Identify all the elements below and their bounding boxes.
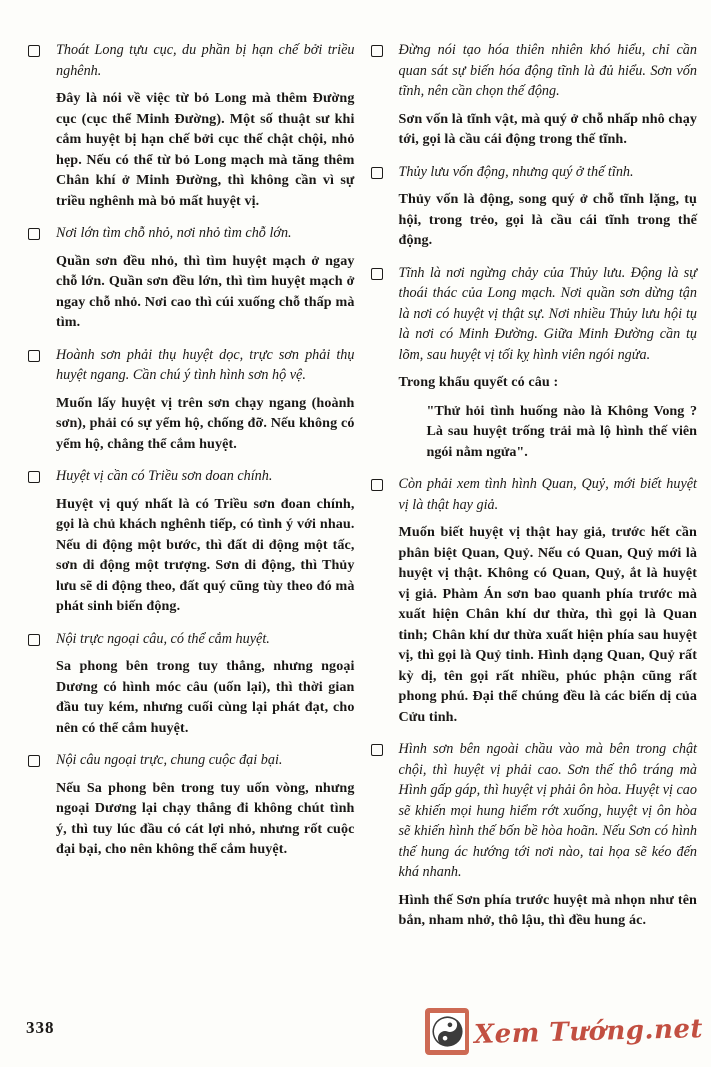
- entry-paragraph: Muốn biết huyệt vị thật hay giả, trước hết cần phân biệt Quan, Quỷ. Nếu có Quan, Quỷ mới là huyệt vị thật. Không có Quan, Quỷ, ắt là huyệt vị giả. Phàm Án sơn bao quanh phía trước mà xuất hiện Chân khí dư thừa, thì gọi là Quan tinh; Chân khí dư thừa xuất hiện phía sau huyệt vị, thì gọi là Quỷ tinh. Hình dạng Quan, Quỷ rất kỳ dị, tên gọi rất nhiều, phúc phận cũng rất phong phú. Đại thể chúng đều là các biến dị của Cửu tinh.: [398, 524, 697, 725]
- entry-quote: "Thử hỏi tình huống nào là Không Vong ? Là sau huyệt trống trải mà lộ hình thế viên ngói nằm ngửa".: [426, 402, 697, 460]
- entry-body: [56, 223, 355, 333]
- entry-body: [399, 739, 698, 931]
- entry-heading: Huyệt vị cần có Triều sơn doan chính.: [56, 468, 273, 484]
- checkbox-bullet-icon: [28, 634, 40, 646]
- entry-body: [56, 466, 355, 617]
- right-column: [369, 40, 698, 943]
- checkbox-bullet-icon: [371, 45, 383, 57]
- entry-paragraph: Trong khẩu quyết có câu :: [398, 374, 559, 390]
- checkbox-bullet-icon: [371, 744, 383, 756]
- entry-paragraph: Sơn vốn là tĩnh vật, mà quý ở chỗ nhấp nhô chạy tới, gọi là cầu cái động trong thế tĩnh.: [398, 110, 697, 147]
- entry: [369, 263, 698, 463]
- entry-paragraph: Muốn lấy huyệt vị trên sơn chạy ngang (hoành sơn), phải có sự yểm hộ, chống đỡ. Nếu không có yểm hộ, chẳng thể cắm huyệt.: [56, 394, 355, 452]
- checkbox-bullet-icon: [28, 45, 40, 57]
- entry-heading: Nơi lớn tìm chỗ nhỏ, nơi nhỏ tìm chỗ lớn.: [56, 225, 292, 241]
- checkbox-bullet-icon: [28, 228, 40, 240]
- checkbox-bullet-icon: [371, 167, 383, 179]
- entry: [369, 162, 698, 251]
- yin-yang-inner: [430, 1013, 465, 1050]
- entry-body: [399, 162, 698, 251]
- entry-heading: Nội câu ngoại trực, chung cuộc đại bại.: [56, 752, 283, 768]
- checkbox-bullet-icon: [28, 755, 40, 767]
- page-number: 338: [26, 1018, 55, 1037]
- entry-body: [399, 263, 698, 463]
- watermark-text: Xem Tướng.net: [473, 1013, 704, 1050]
- entry-paragraph: Nếu Sa phong bên trong tuy uốn vòng, nhưng ngoại Dương lại chạy thẳng đi không chút tình ý, thì tuy lúc đầu có cát lợi nhỏ, nhưng rốt cuộc đại bại, cho nên không thể cắm huyệt.: [56, 779, 355, 857]
- entry-body: [56, 345, 355, 455]
- entry-heading: Còn phải xem tình hình Quan, Quỷ, mới biết huyệt vị là thật hay giả.: [398, 476, 697, 513]
- entry-body: [56, 629, 355, 739]
- entry-body: [56, 40, 355, 211]
- entry: [26, 629, 355, 739]
- yin-yang-icon: [425, 1008, 469, 1055]
- checkbox-bullet-icon: [28, 350, 40, 362]
- entry-body: [399, 474, 698, 727]
- watermark-logo: [425, 1008, 703, 1055]
- entry-paragraph: Đây là nói về việc từ bỏ Long mà thêm Đường cục (cục thể Minh Đường). Một số thuật sư khi cắm huyệt bị hạn chế bởi cục thế chật chội, nhỏ hẹp. Nếu có thể từ bỏ Long mạch mà tăng thêm Chân khí ở Minh Đường, thì không cần vì sự triều nghênh mà bỏ mất huyệt vị.: [56, 90, 355, 209]
- left-column: [26, 40, 355, 943]
- entry: [369, 40, 698, 150]
- entry-paragraph: Thủy vốn là động, song quý ở chỗ tĩnh lặng, tụ hội, trong trẻo, gọi là cầu cái tĩnh trong thế động.: [398, 191, 697, 248]
- entry-heading: Đừng nói tạo hóa thiên nhiên khó hiểu, chỉ cần quan sát sự biến hóa động tĩnh là đủ hiểu. Sơn vốn tĩnh, nên cần chọn thế động.: [398, 42, 697, 99]
- checkbox-bullet-icon: [371, 479, 383, 491]
- entry: [26, 40, 355, 211]
- entry: [26, 466, 355, 617]
- entry-body: [399, 40, 698, 150]
- entry: [369, 739, 698, 931]
- entry: [26, 345, 355, 455]
- entry: [26, 750, 355, 860]
- entry-heading: Nội trực ngoại câu, có thể cắm huyệt.: [56, 630, 270, 647]
- entry-paragraph: Sa phong bên trong tuy thẳng, nhưng ngoại Dương có hình móc câu (uốn lại), thì thời gian đầu tuy kém, nhưng cuối cùng lại phát đạt, cho nên có thể cắm huyệt.: [56, 658, 355, 736]
- entry-paragraph: Hình thế Sơn phía trước huyệt mà nhọn như tên bắn, nham nhở, thô lậu, thì đều hung ác.: [398, 891, 697, 928]
- checkbox-bullet-icon: [371, 268, 383, 280]
- entry-paragraph: Quần sơn đều nhỏ, thì tìm huyệt mạch ở ngay chỗ lớn. Quần sơn đều lớn, thì tìm huyệt mạch ở ngay chỗ nhỏ. Nơi cao thì cúi xuống chỗ thấp mà tìm.: [56, 252, 355, 330]
- entry-heading: Tĩnh là nơi ngừng chảy của Thủy lưu. Động là sự thoái thác của Long mạch. Nơi quần sơn dừng tận là nơi có huyệt vị thật sự. Nơi nhiều Thủy lưu hội tụ là nơi có Minh Đường. Giữa Minh Đường cần tụ lõm, sau huyệt vị tối kỵ hình viên ngói ngửa.: [398, 264, 697, 363]
- entry-heading: Hoành sơn phải thụ huyệt dọc, trực sơn phải thụ huyệt ngang. Cần chú ý tình hình sơn hộ vệ.: [56, 346, 355, 383]
- entry-body: [56, 750, 355, 860]
- checkbox-bullet-icon: [28, 471, 40, 483]
- entry-heading: Thủy lưu vốn động, nhưng quý ở thế tĩnh.: [398, 163, 634, 180]
- entry-heading: Thoát Long tựu cục, du phần bị hạn chế bởi triều nghênh.: [56, 42, 355, 79]
- entry: [369, 474, 698, 727]
- entry-paragraph: Huyệt vị quý nhất là có Triều sơn đoan chính, gọi là chủ khách nghênh tiếp, có tình ý với nhau. Nếu di động một bước, thì đất di động một tấc, sơn di động một trượng. Sơn di động, thì Thủy lưu sẽ di động theo, đất quý cũng tùy theo đó mà phát sinh biến động.: [56, 495, 355, 614]
- entry: [26, 223, 355, 333]
- entry-heading: Hình sơn bên ngoài chầu vào mà bên trong chật chội, thì huyệt vị phải cao. Sơn thế thô tráng mà Hình gấp gáp, thì huyệt vị phải ôn hòa. Huyệt vị cao sẽ khiến mọi hung hiểm rớt xuống, huyệt vị ôn hòa sẽ khiến hình thế bốn bề hòa hoãn. Nếu Sơn có hình thế hung ác hướng tới nơi nào, tai họa sẽ kéo đến khá nhanh.: [398, 741, 697, 880]
